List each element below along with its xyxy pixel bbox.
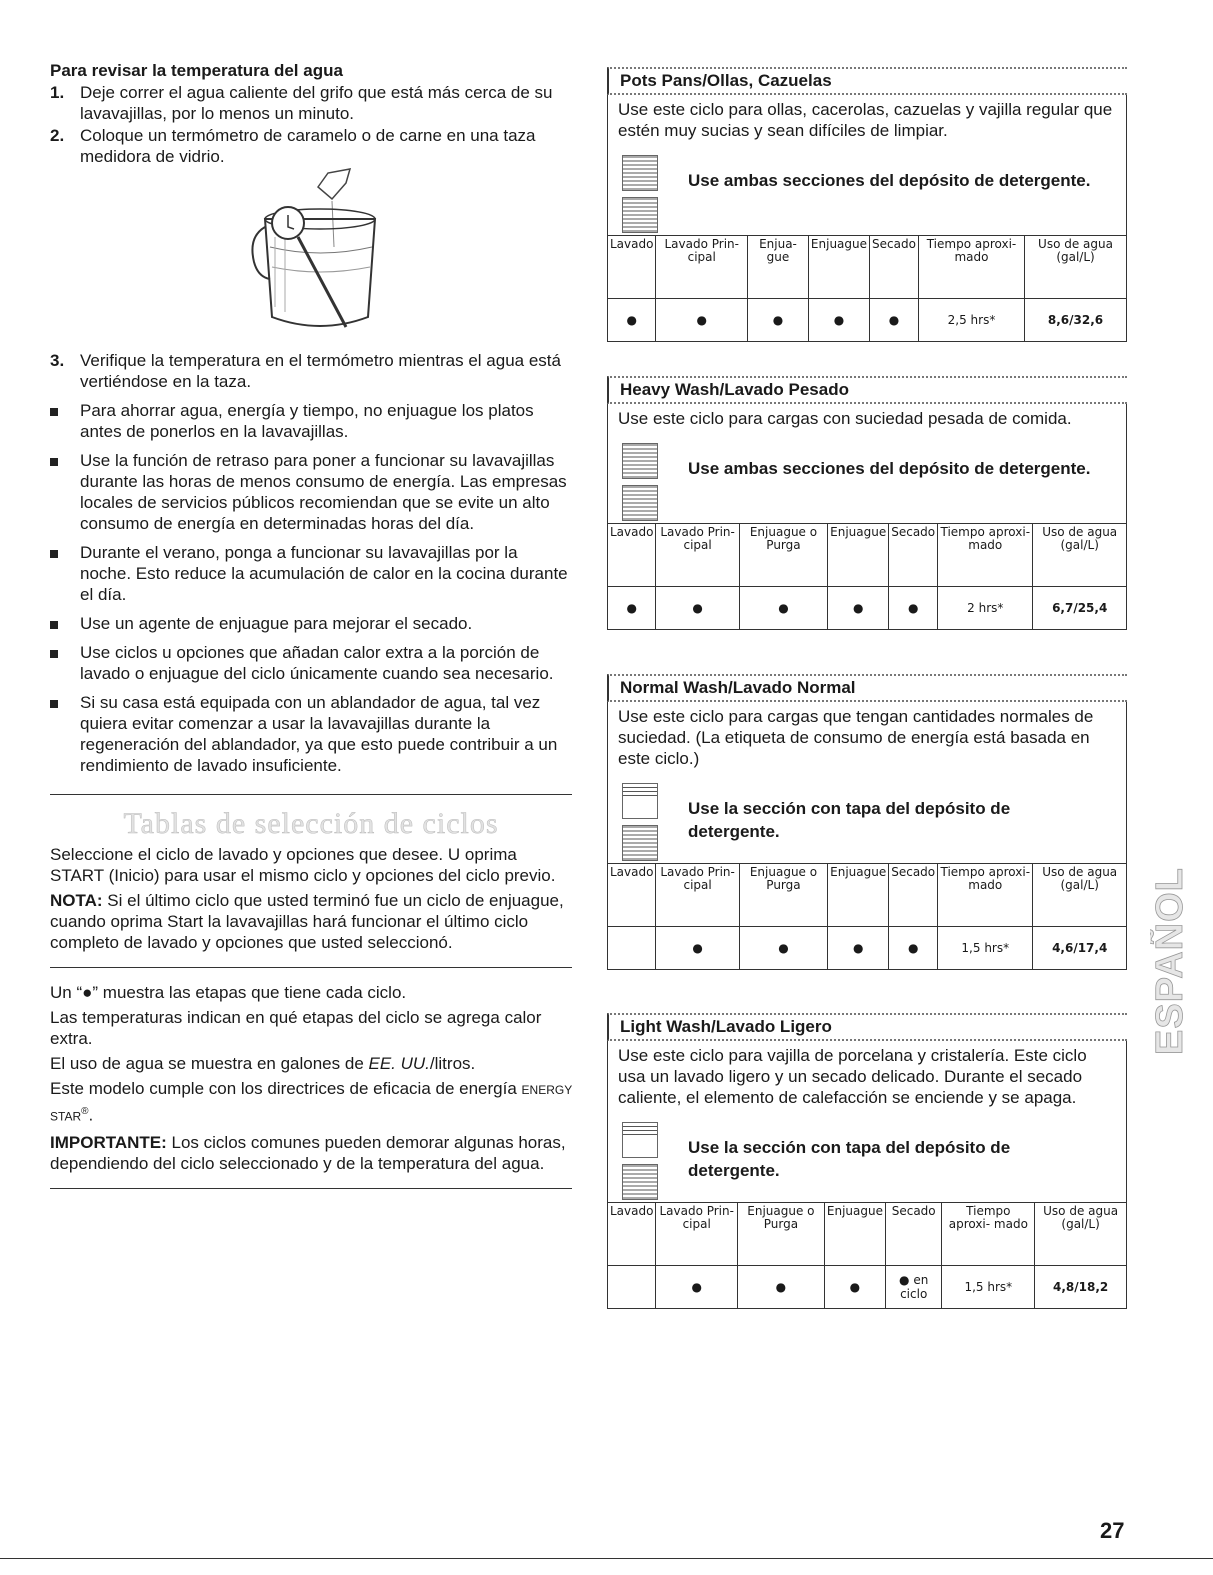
table-header: Tiempo aproxi- mado bbox=[942, 1203, 1035, 1266]
step-number: 3. bbox=[50, 351, 65, 370]
table-cell: 2,5 hrs* bbox=[918, 299, 1024, 342]
table-cell: 4,6/17,4 bbox=[1033, 927, 1127, 970]
cycle-title: Heavy Wash/Lavado Pesado bbox=[607, 376, 1127, 404]
svg-text:ESPAÑOL: ESPAÑOL bbox=[1150, 867, 1190, 1055]
table-header: Lavado bbox=[608, 236, 656, 299]
table-cell: ● bbox=[828, 587, 889, 630]
tip-item: Use ciclos u opciones que añadan calor extra a la porción de lavado o enjuague del ciclo únicamente cuando sea necesario. bbox=[50, 642, 572, 684]
dot-legend: Un “●” muestra las etapas que tiene cada ciclo. bbox=[50, 983, 407, 1002]
table-cell bbox=[608, 927, 656, 970]
table-cell: 8,6/32,6 bbox=[1025, 299, 1127, 342]
cycle-description: Use este ciclo para cargas que tengan cantidades normales de suciedad. (La etiqueta de consumo de energía está basada en este ciclo.) bbox=[618, 707, 1094, 768]
table-cell: ● bbox=[656, 1266, 738, 1309]
cycle-title: Light Wash/Lavado Ligero bbox=[607, 1013, 1127, 1041]
detergent-cup-icon bbox=[622, 197, 658, 233]
water-temp-heading: Para revisar la temperatura del agua bbox=[50, 61, 343, 80]
table-header: Enjuague bbox=[824, 1203, 885, 1266]
table-cell: 1,5 hrs* bbox=[938, 927, 1033, 970]
detergent-text: Use la sección con tapa del depósito de detergente. bbox=[688, 799, 1011, 841]
table-cell: ● bbox=[889, 587, 938, 630]
detergent-cup-open-icon bbox=[622, 1122, 658, 1158]
table-header: Enjuague bbox=[808, 236, 869, 299]
important-note: IMPORTANTE: Los ciclos comunes pueden demorar algunas horas, dependiendo del ciclo seleccionado y de la temperatura del agua. bbox=[50, 1132, 566, 1173]
detergent-cup-open-icon bbox=[622, 783, 658, 819]
table-cell: ● bbox=[739, 927, 827, 970]
tip-item: Para ahorrar agua, energía y tiempo, no enjuague los platos antes de ponerlos en la lavavajillas. bbox=[50, 400, 572, 442]
cycle-normal-wash bbox=[607, 674, 1127, 970]
thermometer-cup-icon bbox=[50, 167, 572, 349]
table-cell: ● bbox=[824, 1266, 885, 1309]
cycle-description: Use este ciclo para ollas, cacerolas, cazuelas y vajilla regular que estén muy sucias y sean difíciles de limpiar. bbox=[618, 100, 1113, 140]
step-number: 2. bbox=[50, 126, 65, 145]
thermometer-illustration bbox=[50, 167, 572, 349]
table-header: Tiempo aproxi- mado bbox=[918, 236, 1024, 299]
table-cell: ● bbox=[739, 587, 827, 630]
cycle-light-wash bbox=[607, 1013, 1127, 1309]
detergent-cup-icon bbox=[622, 443, 658, 479]
table-cell: ● bbox=[608, 587, 656, 630]
table-header: Lavado Prin- cipal bbox=[656, 864, 739, 927]
divider bbox=[50, 967, 572, 968]
cycle-description: Use este ciclo para vajilla de porcelana y cristalería. Este ciclo usa un lavado ligero y un secado delicado. Durante el secado caliente, el elemento de calefacción se enciende y se apaga. bbox=[618, 1046, 1087, 1107]
table-header: Lavado bbox=[608, 1203, 656, 1266]
detergent-instruction bbox=[618, 1122, 1116, 1202]
divider bbox=[50, 1188, 572, 1189]
cycle-table bbox=[607, 235, 1127, 342]
language-label-icon bbox=[1150, 820, 1190, 1060]
table-cell bbox=[608, 1266, 656, 1309]
table-cell: ● bbox=[748, 299, 809, 342]
energy-note: Este modelo cumple con los directrices de eficacia de energía ENERGY STAR®. bbox=[50, 1079, 572, 1125]
table-header: Secado bbox=[870, 236, 919, 299]
table-header: Lavado Prin- cipal bbox=[656, 1203, 738, 1266]
table-header: Uso de agua (gal/L) bbox=[1033, 524, 1127, 587]
detergent-instruction bbox=[618, 783, 1116, 863]
step-text: Verifique la temperatura en el termómetro mientras el agua está vertiéndose en la taza. bbox=[80, 351, 561, 391]
table-header: Lavado bbox=[608, 864, 656, 927]
cycle-description: Use este ciclo para cargas con suciedad pesada de comida. bbox=[618, 409, 1072, 428]
table-cell: ● bbox=[737, 1266, 824, 1309]
table-cell: ● bbox=[608, 299, 656, 342]
nota-paragraph: NOTA: Si el último ciclo que usted terminó fue un ciclo de enjuague, cuando oprima Start la lavavajillas hará funcionar el último ciclo completo de lavado y opciones que usted seleccionó. bbox=[50, 891, 564, 952]
table-header: Enjuague o Purga bbox=[737, 1203, 824, 1266]
table-header: Secado bbox=[889, 864, 938, 927]
detergent-cup-icon bbox=[622, 1164, 658, 1200]
step-text: Coloque un termómetro de caramelo o de carne en una taza medidora de vidrio. bbox=[80, 126, 536, 166]
step-3 bbox=[50, 350, 572, 392]
cycle-table bbox=[607, 1202, 1127, 1309]
table-header: Tiempo aproxi- mado bbox=[938, 864, 1033, 927]
detergent-instruction bbox=[618, 443, 1116, 523]
cycle-title: Pots Pans/Ollas, Cazuelas bbox=[607, 67, 1127, 95]
language-side-label bbox=[1150, 820, 1190, 1060]
table-cell: ● bbox=[808, 299, 869, 342]
table-header: Enjuague o Purga bbox=[739, 864, 827, 927]
table-header: Secado bbox=[885, 1203, 941, 1266]
table-header: Enjuague bbox=[828, 864, 889, 927]
table-header: Enjuague bbox=[828, 524, 889, 587]
divider bbox=[50, 794, 572, 795]
table-cell: 6,7/25,4 bbox=[1033, 587, 1127, 630]
table-header: Lavado bbox=[608, 524, 656, 587]
left-column bbox=[50, 60, 572, 1189]
detergent-cup-icon bbox=[622, 155, 658, 191]
detergent-text: Use ambas secciones del depósito de detergente. bbox=[688, 171, 1091, 190]
detergent-instruction bbox=[618, 155, 1116, 235]
cycle-table bbox=[607, 863, 1127, 970]
detergent-text: Use la sección con tapa del depósito de detergente. bbox=[688, 1138, 1011, 1180]
table-header: Uso de agua (gal/L) bbox=[1035, 1203, 1127, 1266]
table-header: Secado bbox=[889, 524, 938, 587]
table-header: Lavado Prin- cipal bbox=[656, 236, 748, 299]
temps-note: Las temperaturas indican en qué etapas del ciclo se agrega calor extra. bbox=[50, 1008, 542, 1048]
page-number: 27 bbox=[1100, 1518, 1125, 1543]
cycle-pots-pans bbox=[607, 67, 1127, 342]
cycle-table bbox=[607, 523, 1127, 630]
table-cell: 2 hrs* bbox=[938, 587, 1033, 630]
table-header: Uso de agua (gal/L) bbox=[1033, 864, 1127, 927]
table-header: Uso de agua (gal/L) bbox=[1025, 236, 1127, 299]
tip-item: Durante el verano, ponga a funcionar su lavavajillas por la noche. Esto reduce la acumulación de calor en la cocina durante el día. bbox=[50, 542, 572, 605]
cycle-heavy-wash bbox=[607, 376, 1127, 630]
tip-item: Si su casa está equipada con un ablandador de agua, tal vez quiera evitar comenzar a usar la lavavajillas durante la regeneración del ablandador, ya que esto puede contribuir a un rendimiento de lavado insuficiente. bbox=[50, 692, 572, 776]
table-cell: ● bbox=[889, 927, 938, 970]
cycle-title: Normal Wash/Lavado Normal bbox=[607, 674, 1127, 702]
table-cell: ● bbox=[656, 299, 748, 342]
step-number: 1. bbox=[50, 83, 65, 102]
table-cell: ● en ciclo bbox=[885, 1266, 941, 1309]
bottom-rule bbox=[0, 1558, 1213, 1559]
table-header: Lavado Prin- cipal bbox=[656, 524, 739, 587]
table-header: Enjuague o Purga bbox=[739, 524, 827, 587]
table-cell: ● bbox=[870, 299, 919, 342]
step-2 bbox=[50, 125, 572, 167]
detergent-text: Use ambas secciones del depósito de detergente. bbox=[688, 459, 1091, 478]
water-note: El uso de agua se muestra en galones de EE. UU./litros. bbox=[50, 1054, 476, 1073]
table-cell: ● bbox=[656, 587, 739, 630]
step-text: Deje correr el agua caliente del grifo que está más cerca de su lavavajillas, por lo menos un minuto. bbox=[80, 83, 553, 123]
table-cell: ● bbox=[828, 927, 889, 970]
section-title: Tablas de selección de ciclos bbox=[123, 807, 499, 840]
tip-item: Use un agente de enjuague para mejorar el secado. bbox=[50, 613, 572, 634]
table-cell: 1,5 hrs* bbox=[942, 1266, 1035, 1309]
table-header: Tiempo aproxi- mado bbox=[938, 524, 1033, 587]
table-header: Enjua- gue bbox=[748, 236, 809, 299]
table-cell: ● bbox=[656, 927, 739, 970]
step-1 bbox=[50, 82, 572, 124]
section-intro: Seleccione el ciclo de lavado y opciones que desee. U oprima START (Inicio) para usar el mismo ciclo y opciones del ciclo previo. bbox=[50, 845, 556, 885]
table-cell: 4,8/18,2 bbox=[1035, 1266, 1127, 1309]
detergent-cup-icon bbox=[622, 825, 658, 861]
tip-item: Use la función de retraso para poner a funcionar su lavavajillas durante las horas de menos consumo de energía. Las empresas locales de servicios públicos recomiendan que se evite un alto consumo de energía en determinadas horas del día. bbox=[50, 450, 572, 534]
detergent-cup-icon bbox=[622, 485, 658, 521]
